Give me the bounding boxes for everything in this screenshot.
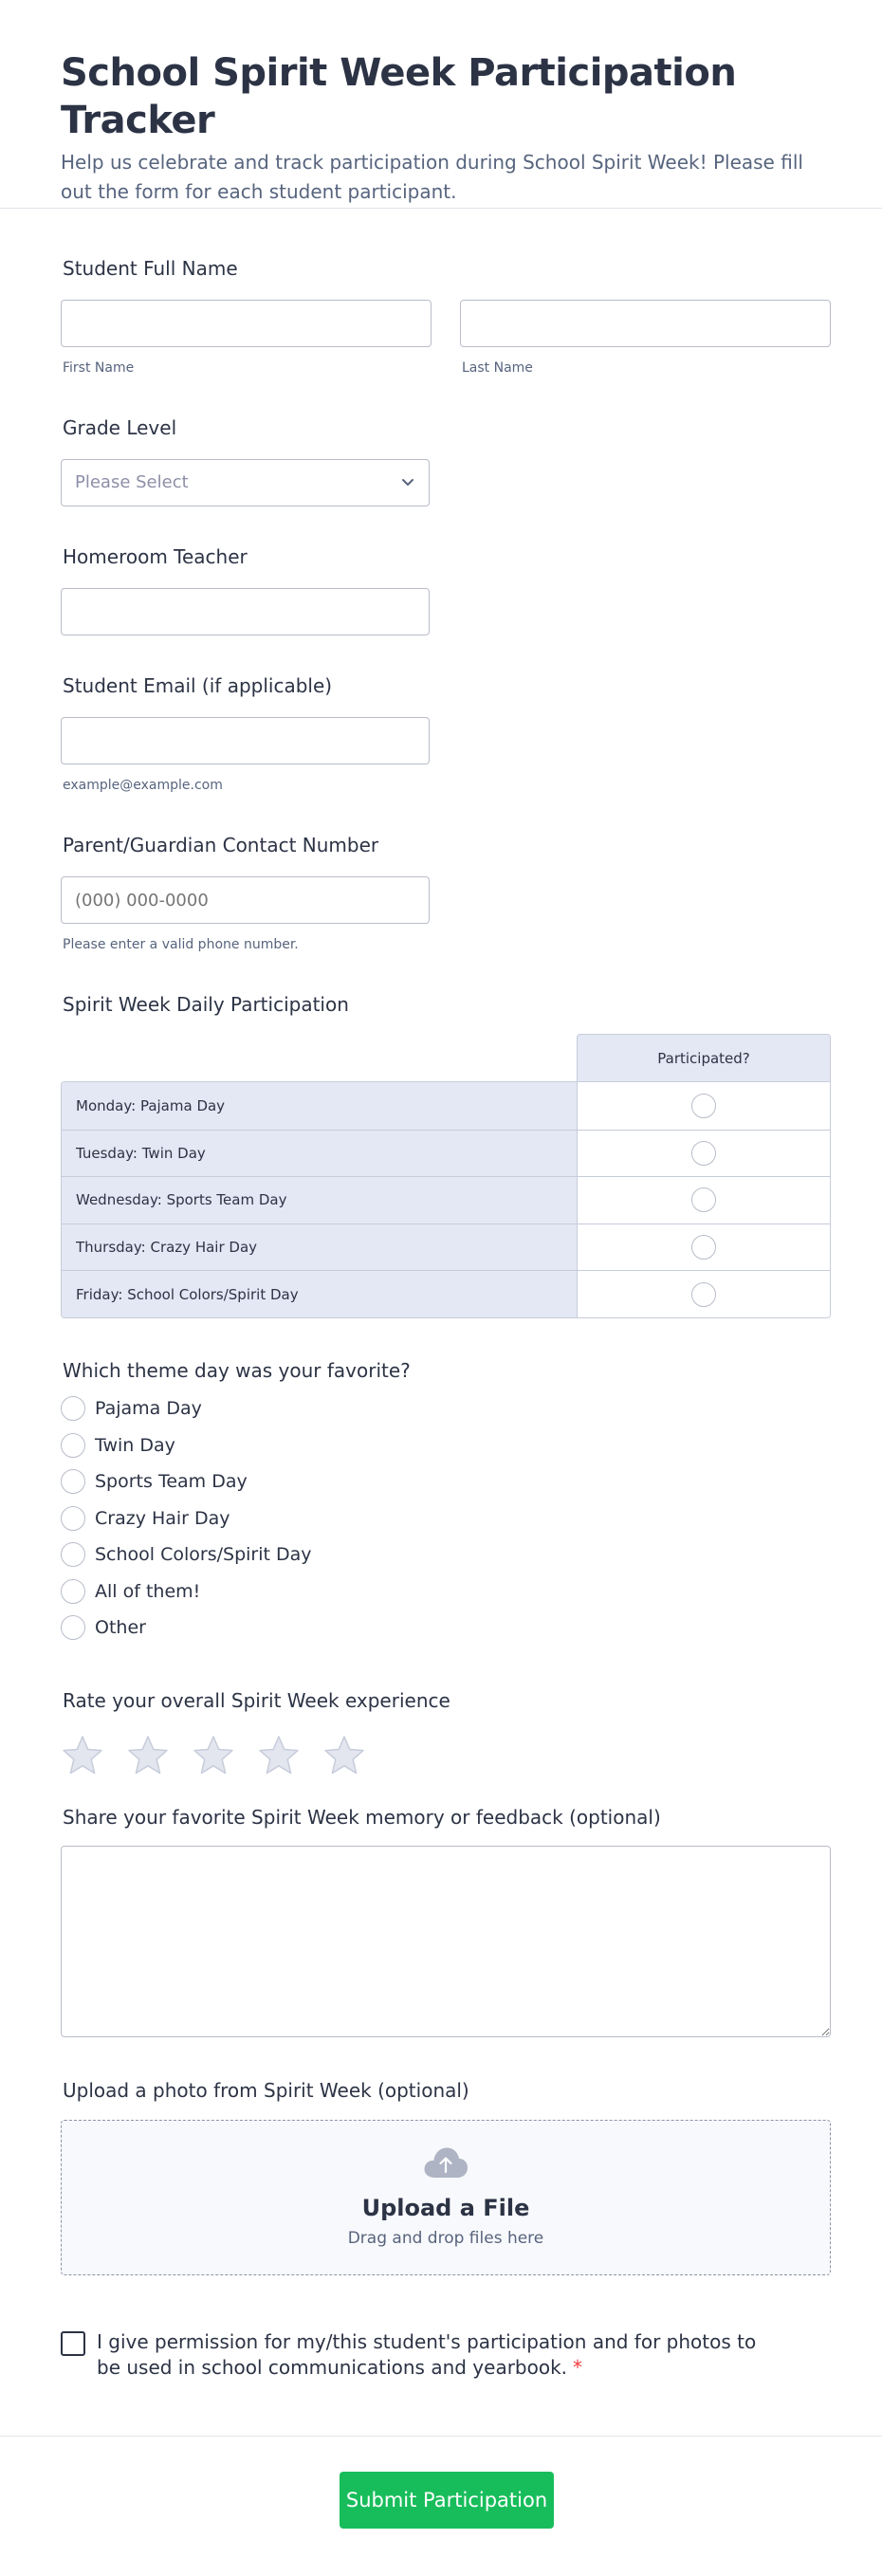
matrix-radio-thursday[interactable] (691, 1235, 716, 1260)
radio-option-label: Pajama Day (95, 1398, 202, 1420)
photo-upload-label: Upload a photo from Spirit Week (optional) (63, 2079, 469, 2102)
matrix-radio-wednesday[interactable] (691, 1187, 716, 1212)
grade-level-selected-value: Please Select (61, 459, 430, 506)
chevron-down-icon (399, 473, 416, 490)
radio-option-sports-team-day[interactable] (61, 1463, 831, 1500)
homeroom-teacher-field (61, 544, 831, 635)
radio-option-other[interactable] (61, 1610, 831, 1647)
last-name-input[interactable] (460, 300, 831, 347)
matrix-row (62, 1176, 830, 1224)
matrix-row-label: Thursday: Crazy Hair Day (62, 1224, 578, 1271)
grade-level-label: Grade Level (63, 416, 177, 439)
radio-option-crazy-hair-day[interactable] (61, 1500, 831, 1537)
radio-circle[interactable] (61, 1506, 85, 1531)
favorite-theme-field (61, 1358, 831, 1647)
star-icon[interactable] (126, 1734, 170, 1777)
radio-option-label: All of them! (95, 1580, 201, 1602)
last-name-sublabel: Last Name (462, 360, 533, 376)
radio-option-label: Sports Team Day (95, 1471, 248, 1493)
required-asterisk: * (573, 2356, 583, 2379)
radio-option-twin-day[interactable] (61, 1427, 831, 1464)
student-email-input[interactable] (61, 717, 430, 764)
first-name-sublabel: First Name (63, 360, 135, 376)
upload-title: Upload a File (361, 2195, 530, 2221)
full-name-label: Student Full Name (63, 257, 238, 280)
radio-circle[interactable] (61, 1469, 85, 1494)
star-icon[interactable] (61, 1734, 104, 1777)
full-name-field (61, 256, 831, 377)
consent-text: I give permission for my/this student's participation and for photos to be used in school communications and yearbook. (97, 2330, 757, 2379)
student-email-field (61, 673, 831, 795)
radio-circle[interactable] (61, 1542, 85, 1567)
consent-checkbox[interactable] (61, 2331, 85, 2356)
feedback-field (61, 1805, 831, 2037)
grade-level-field (61, 415, 831, 506)
matrix-row (62, 1270, 830, 1317)
consent-field (61, 2329, 763, 2381)
parent-phone-sublabel: Please enter a valid phone number. (63, 937, 299, 952)
feedback-label: Share your favorite Spirit Week memory or feedback (optional) (63, 1806, 661, 1829)
submit-button[interactable]: Submit Participation (340, 2472, 554, 2529)
file-drop-zone[interactable] (61, 2120, 831, 2275)
radio-circle[interactable] (61, 1396, 85, 1421)
star-icon[interactable] (192, 1734, 235, 1777)
footer-divider (0, 2436, 882, 2437)
matrix-radio-tuesday[interactable] (691, 1141, 716, 1166)
radio-option-pajama-day[interactable] (61, 1390, 831, 1427)
matrix-column-header: Participated? (577, 1034, 831, 1081)
matrix-row-label: Friday: School Colors/Spirit Day (62, 1271, 578, 1317)
feedback-textarea[interactable] (61, 1846, 831, 2037)
student-email-sublabel: example@example.com (63, 778, 223, 793)
matrix-radio-friday[interactable] (691, 1282, 716, 1307)
matrix-row (62, 1082, 830, 1130)
homeroom-teacher-input[interactable] (61, 588, 430, 635)
homeroom-teacher-label: Homeroom Teacher (63, 545, 248, 568)
radio-option-label: Crazy Hair Day (95, 1507, 230, 1529)
radio-option-all-of-them[interactable] (61, 1573, 831, 1610)
matrix-row (62, 1224, 830, 1271)
parent-phone-field (61, 833, 831, 954)
parent-phone-label: Parent/Guardian Contact Number (63, 834, 379, 856)
daily-participation-label: Spirit Week Daily Participation (63, 993, 349, 1016)
cloud-upload-icon (422, 2145, 469, 2180)
rating-label: Rate your overall Spirit Week experience (63, 1689, 450, 1712)
form-title: School Spirit Week Participation Tracker (61, 51, 737, 142)
radio-circle[interactable] (61, 1615, 85, 1640)
parent-phone-input[interactable] (61, 876, 430, 924)
student-email-label: Student Email (if applicable) (63, 674, 333, 697)
upload-subtitle: Drag and drop files here (347, 2229, 544, 2248)
star-rating (61, 1734, 831, 1777)
matrix-row-label: Tuesday: Twin Day (62, 1131, 578, 1177)
form-description: Help us celebrate and track participation during School Spirit Week! Please fill out the form for each student participant. (61, 151, 803, 203)
matrix-row-label: Wednesday: Sports Team Day (62, 1177, 578, 1224)
matrix-table (61, 1081, 831, 1318)
radio-option-school-colors-day[interactable] (61, 1536, 831, 1573)
radio-circle[interactable] (61, 1433, 85, 1458)
matrix-row (62, 1130, 830, 1177)
rating-field (61, 1688, 831, 1777)
radio-option-label: Other (95, 1617, 146, 1639)
star-icon[interactable] (257, 1734, 301, 1777)
daily-participation-label-wrap (61, 992, 831, 1017)
radio-circle[interactable] (61, 1579, 85, 1604)
radio-option-label: Twin Day (95, 1434, 175, 1456)
matrix-radio-monday[interactable] (691, 1094, 716, 1118)
favorite-theme-label: Which theme day was your favorite? (63, 1359, 411, 1382)
star-icon[interactable] (322, 1734, 366, 1777)
radio-option-label: School Colors/Spirit Day (95, 1544, 312, 1566)
grade-level-select[interactable] (61, 459, 430, 506)
form-header (0, 0, 882, 209)
photo-upload-field (61, 2078, 831, 2275)
matrix-row-label: Monday: Pajama Day (62, 1082, 578, 1130)
first-name-input[interactable] (61, 300, 432, 347)
daily-participation-matrix (61, 1034, 831, 1318)
